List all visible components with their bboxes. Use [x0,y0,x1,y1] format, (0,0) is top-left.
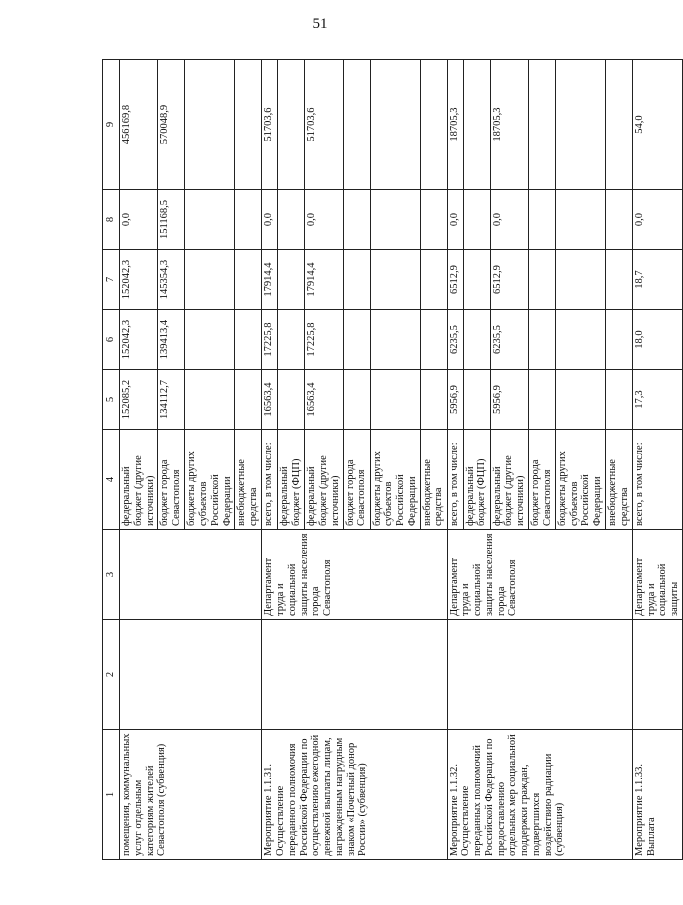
table-cell-col-5 [605,370,632,430]
table-cell-col-4: федеральный бюджет (ФЦП) [463,430,490,530]
table-cell-col-6 [370,310,420,370]
table-cell-col-5: 16563,4 [262,370,278,430]
table-cell-col-6 [463,310,490,370]
table-cell-col-9: 51703,6 [262,60,278,190]
table-cell-col-9: 570048,9 [158,60,185,190]
table-cell-col-7: 145354,3 [158,250,185,310]
header-cell-5: 5 [103,370,120,430]
table-cell-col-6 [605,310,632,370]
table-cell-col-3 [120,530,262,620]
table-cell-col-8: 0,0 [120,190,158,250]
table-cell-col-4: бюджеты других субъектов Российской Федерации [185,430,235,530]
table-cell-col-5: 17,3 [632,370,682,430]
table-cell-col-8: 0,0 [305,190,343,250]
table-cell-col-6 [555,310,605,370]
header-row [103,60,120,860]
table-cell-col-7 [235,250,262,310]
table-cell-col-5 [420,370,447,430]
table-cell-col-8 [555,190,605,250]
table-cell-col-9 [463,60,490,190]
table-cell-col-8: 0,0 [262,190,278,250]
table-cell-col-5 [528,370,555,430]
table-cell-col-7 [555,250,605,310]
table-cell-col-7 [185,250,235,310]
table-row [447,60,463,860]
table-cell-col-8 [185,190,235,250]
table-row [120,60,158,860]
table-cell-col-4: внебюджетные средства [420,430,447,530]
table-cell-col-9: 51703,6 [305,60,343,190]
table-cell-col-9 [235,60,262,190]
table-cell-col-8 [528,190,555,250]
table-cell-col-3: Департамент труда и социальной защиты [632,530,682,620]
table-cell-col-5: 134112,7 [158,370,185,430]
table-cell-col-9 [278,60,305,190]
table-cell-col-9 [420,60,447,190]
table-cell-col-4: всего, в том числе: [632,430,682,530]
table-cell-col-9 [185,60,235,190]
table-row [632,60,682,860]
table-cell-col-8 [235,190,262,250]
table-cell-col-7: 6512,9 [447,250,463,310]
table-cell-col-5 [370,370,420,430]
table-cell-col-8 [463,190,490,250]
table-cell-col-5 [278,370,305,430]
table-cell-col-5: 16563,4 [305,370,343,430]
table-row [262,60,278,860]
table-cell-col-8 [278,190,305,250]
table-cell-col-6: 6235,5 [447,310,463,370]
table-cell-col-8 [370,190,420,250]
table-cell-col-8: 0,0 [632,190,682,250]
header-cell-2: 2 [103,620,120,730]
table-cell-col-7 [370,250,420,310]
table-cell-col-6 [528,310,555,370]
table-cell-col-5 [343,370,370,430]
table-cell-col-2 [447,620,632,730]
table-cell-col-6 [185,310,235,370]
table-cell-col-7 [605,250,632,310]
header-cell-6: 6 [103,310,120,370]
header-cell-3: 3 [103,530,120,620]
table-cell-col-8: 151168,5 [158,190,185,250]
table-cell-col-5 [235,370,262,430]
page-number: 51 [312,16,328,32]
table-cell-col-4: федеральный бюджет (другие источники) [490,430,528,530]
table-cell-col-5: 152085,2 [120,370,158,430]
table-cell-col-8 [343,190,370,250]
table-cell-col-4: внебюджетные средства [235,430,262,530]
header-cell-1: 1 [103,730,120,860]
table-cell-col-8 [605,190,632,250]
table-cell-col-6: 17225,8 [305,310,343,370]
table-cell-col-7 [343,250,370,310]
table-cell-col-9: 456169,8 [120,60,158,190]
table-cell-col-1: Мероприятие 1.1.33. Выплата [632,730,682,860]
table-cell-col-5: 5956,9 [447,370,463,430]
table-cell-col-7 [463,250,490,310]
table-cell-col-3: Департамент труда и социальной защиты населения города Севастополя [262,530,447,620]
table-cell-col-6: 139413,4 [158,310,185,370]
table-cell-col-9: 18705,3 [490,60,528,190]
table-cell-col-9 [555,60,605,190]
rotated-table-container [102,60,680,860]
table-cell-col-4: бюджет города Севастополя [158,430,185,530]
table-cell-col-6: 18,0 [632,310,682,370]
table-cell-col-7: 17914,4 [262,250,278,310]
table-cell-col-8: 0,0 [490,190,528,250]
table-cell-col-2 [632,620,682,730]
table-cell-col-9 [528,60,555,190]
table-cell-col-1: Мероприятие 1.1.32. Осуществление переданных полномочий Российской Федерации по предоставлению отдельных мер социальной поддержки граждан, подвергшихся воздействию радиации (субвенция) [447,730,632,860]
table-cell-col-9: 54,0 [632,60,682,190]
table-cell-col-7 [528,250,555,310]
table-cell-col-5 [463,370,490,430]
table-cell-col-3: Департамент труда и социальной защиты населения города Севастополя [447,530,632,620]
table-cell-col-6: 6235,5 [490,310,528,370]
table-cell-col-7 [420,250,447,310]
table-cell-col-4: федеральный бюджет (другие источники) [120,430,158,530]
table-cell-col-6 [235,310,262,370]
header-cell-7: 7 [103,250,120,310]
table-cell-col-4: бюджеты других субъектов Российской Федерации [370,430,420,530]
table-cell-col-9 [343,60,370,190]
table-cell-col-9: 18705,3 [447,60,463,190]
table-cell-col-7 [278,250,305,310]
table-cell-col-4: бюджеты других субъектов Российской Федерации [555,430,605,530]
table-cell-col-7: 18,7 [632,250,682,310]
header-cell-4: 4 [103,430,120,530]
table-cell-col-8 [420,190,447,250]
table-cell-col-2 [262,620,447,730]
table-cell-col-4: федеральный бюджет (ФЦП) [278,430,305,530]
table-cell-col-6 [420,310,447,370]
table-cell-col-5 [555,370,605,430]
table-cell-col-7: 17914,4 [305,250,343,310]
table-cell-col-4: федеральный бюджет (другие источники) [305,430,343,530]
table-cell-col-5: 5956,9 [490,370,528,430]
table-cell-col-9 [370,60,420,190]
table-cell-col-4: бюджет города Севастополя [343,430,370,530]
table-cell-col-1: помещения, коммунальных услуг отдельным категориям жителей Севастополя (субвенция) [120,730,262,860]
table-cell-col-6 [278,310,305,370]
table-cell-col-2 [120,620,262,730]
header-cell-9: 9 [103,60,120,190]
table-cell-col-7: 152042,3 [120,250,158,310]
table-cell-col-1: Мероприятие 1.1.31. Осуществление переданного полномочия Российской Федерации по осуществлению ежегодной денежной выплаты лицам, награжденным нагрудным знаком «Почетный донор России» (субвенция) [262,730,447,860]
table-cell-col-9 [605,60,632,190]
table-cell-col-7: 6512,9 [490,250,528,310]
table-cell-col-4: бюджет города Севастополя [528,430,555,530]
table-cell-col-6 [343,310,370,370]
budget-table [102,59,683,860]
table-cell-col-8: 0,0 [447,190,463,250]
table-cell-col-4: внебюджетные средства [605,430,632,530]
header-cell-8: 8 [103,190,120,250]
table-cell-col-5 [185,370,235,430]
table-cell-col-6: 152042,3 [120,310,158,370]
table-cell-col-6: 17225,8 [262,310,278,370]
table-cell-col-4: всего, в том числе: [447,430,463,530]
table-cell-col-4: всего, в том числе: [262,430,278,530]
